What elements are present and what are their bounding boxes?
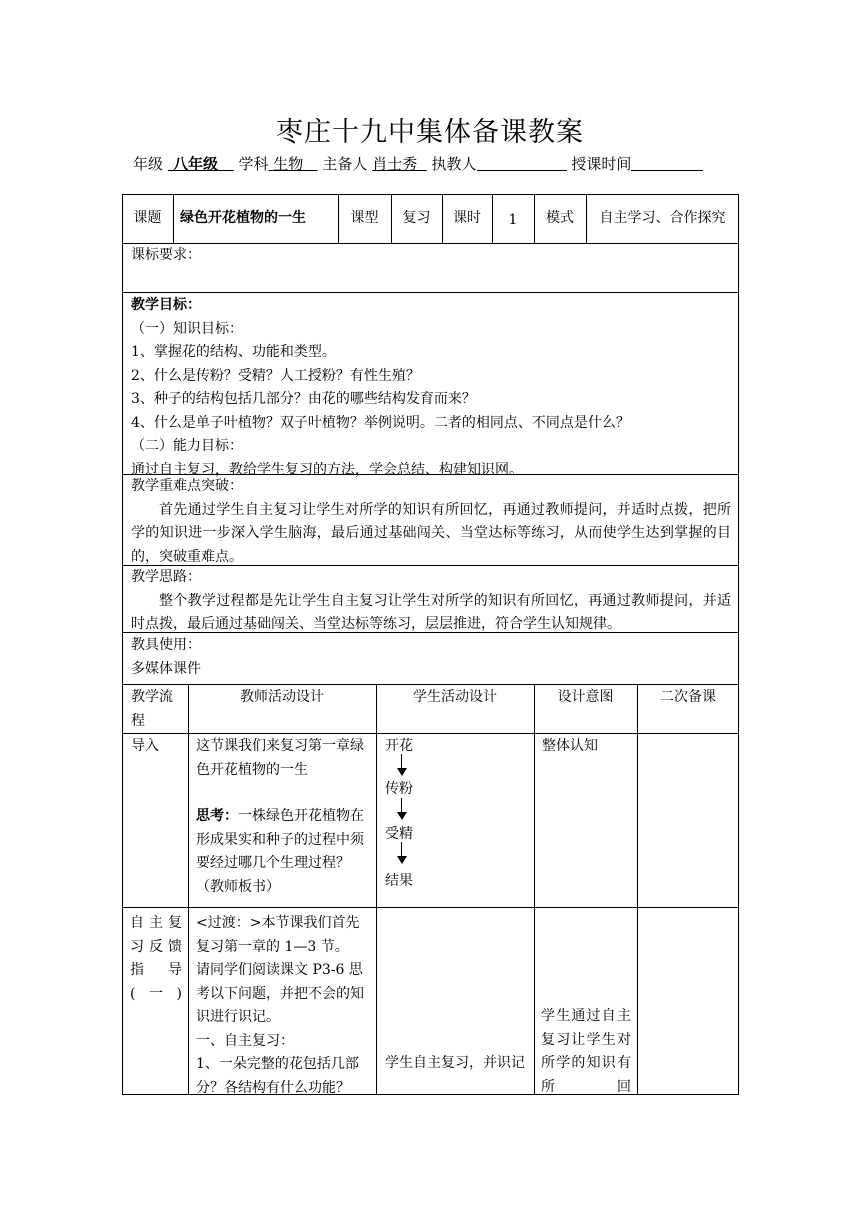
think-label: 思考： — [196, 808, 238, 824]
review-flow: 自主复习反馈指导(一) — [130, 915, 182, 1002]
hours-value: 1 — [508, 212, 518, 228]
objective-item: 2、什么是传粉？受精？人工授粉？有性生殖？ — [131, 367, 420, 384]
topic-label: 课题 — [133, 210, 162, 226]
col-rule — [188, 684, 189, 1095]
ability-text: 通过自主复习，教给学生复习的方法，学会总结、构建知识网。 — [131, 461, 523, 478]
time-label: 授课时间 — [571, 155, 632, 173]
hours-label: 课时 — [453, 210, 481, 226]
key-points-label: 教学重难点突破： — [131, 478, 243, 494]
intent-header: 设计意图 — [557, 689, 614, 705]
tools-section — [131, 634, 731, 681]
down-arrow-icon — [399, 842, 405, 864]
teacher-blank — [477, 156, 567, 171]
ability-label: （二）能力目标： — [131, 438, 243, 454]
mode-value: 自主学习、合作探究 — [599, 210, 726, 226]
preparer-label: 主备人 — [322, 155, 368, 173]
objective-item: 4、什么是单子叶植物？双子叶植物？举例说明。二者的相同点、不同点是什么？ — [131, 414, 630, 431]
objectives-section — [131, 294, 731, 482]
intro-intent: 整体认知 — [542, 738, 598, 754]
review-teacher-p3: 一、自主复习： — [196, 1032, 294, 1049]
col-rule — [637, 684, 638, 1095]
page-title: 枣庄十九中集体备课教案 — [276, 117, 584, 148]
grade-label: 年级 — [133, 155, 164, 173]
flow-header: 教学流程 — [131, 689, 173, 729]
type-label: 课型 — [350, 210, 379, 226]
intro-step: 开花 — [385, 738, 413, 754]
teacher-label: 执教人 — [431, 155, 477, 173]
col-rule — [173, 194, 174, 243]
col-rule — [376, 684, 377, 1095]
approach-label: 教学思路： — [131, 569, 201, 585]
approach-text: 整个教学过程都是先让学生自主复习让学生对所学的知识有所回忆，再通过教师提问，并适时点拨，最后通过基础闯关、当堂达标等练习，层层推进，符合学生认知规律。 — [131, 592, 731, 632]
down-arrow-icon — [399, 754, 405, 776]
key-points-section — [131, 475, 731, 569]
teacher-header: 教师活动设计 — [240, 689, 324, 705]
key-points-text: 首先通过学生自主复习让学生对所学的知识有所回忆，再通过教师提问，并适时点拨，把所学的知识进一步深入学生脑海，最后通过基础闯关、当堂达标等练习，从而使学生达到掌握的目的，突破重难点。 — [131, 501, 731, 565]
row-rule — [122, 684, 739, 685]
curriculum-label: 课标要求： — [131, 247, 201, 263]
row-rule — [122, 907, 739, 908]
down-arrow-icon — [399, 798, 405, 820]
tools-value: 多媒体课件 — [131, 660, 201, 677]
review-intent: 学生通过自主复习让学生对所学的知识有所回 — [541, 1008, 631, 1093]
row-rule — [122, 292, 739, 293]
intro-flow: 导入 — [131, 738, 159, 754]
intro-step: 结果 — [385, 873, 413, 889]
row-rule — [122, 243, 739, 244]
preparer-value: 肖士秀 — [372, 155, 418, 173]
subject-value: 生物 — [273, 155, 304, 173]
mode-label: 模式 — [546, 210, 574, 226]
tools-label: 教具使用： — [131, 637, 201, 653]
grade-value: 八年级 — [173, 155, 219, 173]
col-rule — [534, 684, 535, 1095]
intro-teacher-text: 这节课我们来复习第一章绿色开花植物的一生 — [196, 738, 364, 778]
review-student: 学生自主复习，并识记 — [385, 1055, 525, 1071]
row-rule — [122, 733, 739, 734]
objective-item: 3、种子的结构包括几部分？由花的哪些结构发育而来？ — [131, 391, 476, 407]
intro-step: 受精 — [385, 826, 413, 842]
review-teacher — [196, 912, 370, 1100]
second-header: 二次备课 — [660, 689, 716, 705]
intro-step: 传粉 — [385, 781, 413, 797]
intro-teacher — [196, 735, 370, 899]
objectives-label: 教学目标： — [131, 297, 201, 313]
approach-section — [131, 566, 731, 637]
think-block — [196, 805, 370, 899]
subject-label: 学科 — [238, 155, 269, 173]
review-teacher-p2: 请同学们阅读课文 P3-6 思考以下问题，并把不会的知识进行识记。 — [196, 962, 364, 1025]
meta-line — [133, 153, 703, 174]
student-header: 学生活动设计 — [413, 689, 497, 705]
type-value: 复习 — [402, 210, 431, 226]
think-text: 一株绿色开花植物在形成果实和种子的过程中须要经过哪几个生理过程？（教师板书） — [196, 808, 364, 895]
objective-item: 1、掌握花的结构、功能和类型。 — [131, 344, 336, 360]
review-teacher-p1: <过渡：>本节课我们首先复习第一章的 1—3 节。 — [196, 915, 360, 955]
topic-value: 绿色开花植物的一生 — [180, 210, 306, 226]
knowledge-label: （一）知识目标： — [131, 320, 243, 337]
review-teacher-p4: 1、一朵完整的花包括几部分？各结构有什么功能？ — [196, 1056, 359, 1096]
time-blank — [631, 156, 703, 171]
